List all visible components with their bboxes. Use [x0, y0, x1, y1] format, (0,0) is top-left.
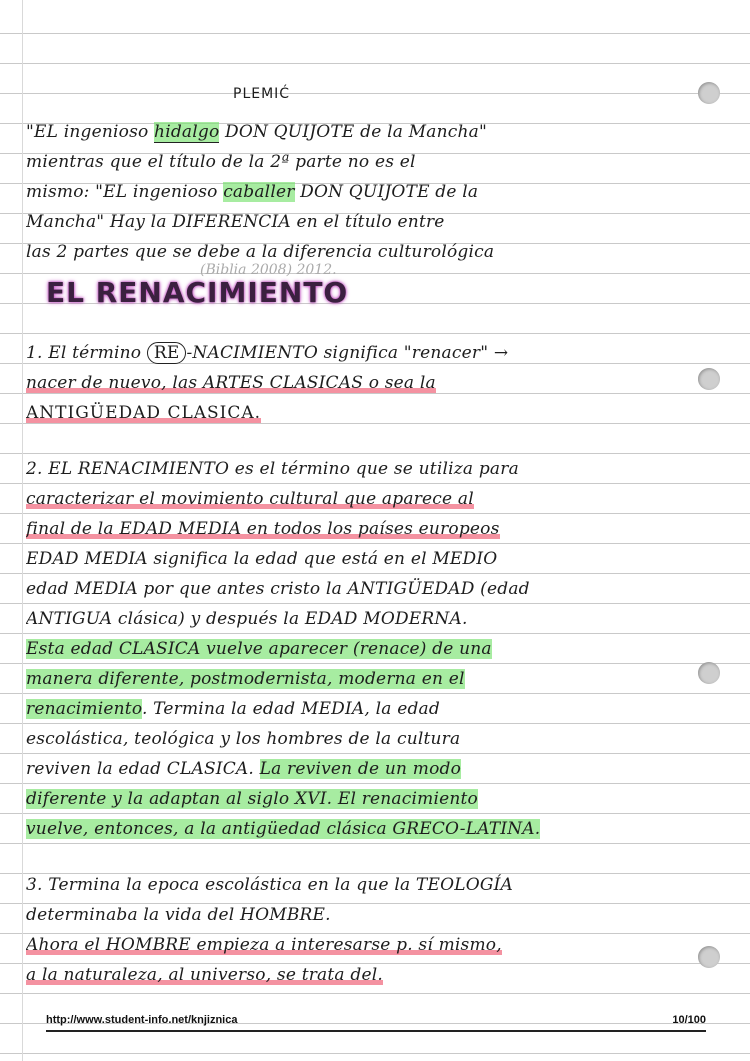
para1-line-4: Mancha" Hay la DIFERENCIA en el título entre [26, 212, 445, 232]
item2-line-12: diferente y la adaptan al siglo XVI. El renacimiento [26, 789, 478, 809]
item2-line-9: renacimiento. Termina la edad MEDIA, la edad [26, 699, 440, 719]
item3-line-3: Ahora el HOMBRE empieza a interesarse p. sí mismo, [26, 935, 502, 955]
item2-line-13: vuelve, entonces, a la antigüedad clásica GRECO-LATINA. [26, 819, 541, 839]
item2-line-5: edad MEDIA por que antes cristo la ANTIGÜEDAD (edad [26, 579, 530, 599]
item2-line-1: 2. EL RENACIMIENTO es el término que se utiliza para [26, 459, 519, 479]
item1-line-3: ANTIGÜEDAD CLASICA. [26, 403, 262, 423]
item2-line-4: EDAD MEDIA significa la edad que está en el MEDIO [26, 549, 498, 569]
margin-annotation: PLEMIĆ [233, 86, 291, 102]
bleed-through-text: (Biblia 2008) 2012. [200, 262, 337, 278]
item2-line-3: final de la EDAD MEDIA en todos los países europeos [26, 519, 500, 539]
margin-line [22, 0, 23, 1061]
para1-line-3: mismo: "EL ingenioso caballer DON QUIJOTE de la [26, 182, 479, 202]
para1-line-1: "EL ingenioso hidalgo DON QUIJOTE de la Mancha" [26, 122, 487, 142]
item2-line-11: reviven la edad CLASICA. La reviven de un modo [26, 759, 462, 779]
footer-url[interactable]: http://www.student-info.net/knjiznica [46, 1014, 238, 1026]
item2-line-7: Esta edad CLASICA vuelve aparecer (renace) de una [26, 639, 492, 659]
item2-line-6: ANTIGUA clásica) y después la EDAD MODERNA. [26, 609, 468, 629]
item2-line-10: escolástica, teológica y los hombres de la cultura [26, 729, 461, 749]
item1-line-2: nacer de nuevo, las ARTES CLASICAS o sea la [26, 373, 436, 393]
para1-line-5: las 2 partes que se debe a la diferencia culturológica [26, 242, 495, 262]
para1-line-2: mientras que el título de la 2ª parte no es el [26, 152, 416, 172]
punch-hole [698, 82, 720, 104]
item3-line-2: determinaba la vida del HOMBRE. [26, 905, 331, 925]
page-footer [46, 1014, 706, 1032]
page-number: 10/100 [672, 1014, 706, 1026]
item2-line-2: caracterizar el movimiento cultural que aparece al [26, 489, 474, 509]
section-title: EL RENACIMIENTO [46, 276, 349, 309]
item3-line-4: a la naturaleza, al universo, se trata del. [26, 965, 383, 985]
item3-line-1: 3. Termina la epoca escolástica en la que la TEOLOGÍA [26, 875, 513, 895]
item2-line-8: manera diferente, postmodernista, moderna en el [26, 669, 465, 689]
item1-line-1: 1. El término RE -NACIMIENTO significa "renacer" → [26, 343, 509, 363]
